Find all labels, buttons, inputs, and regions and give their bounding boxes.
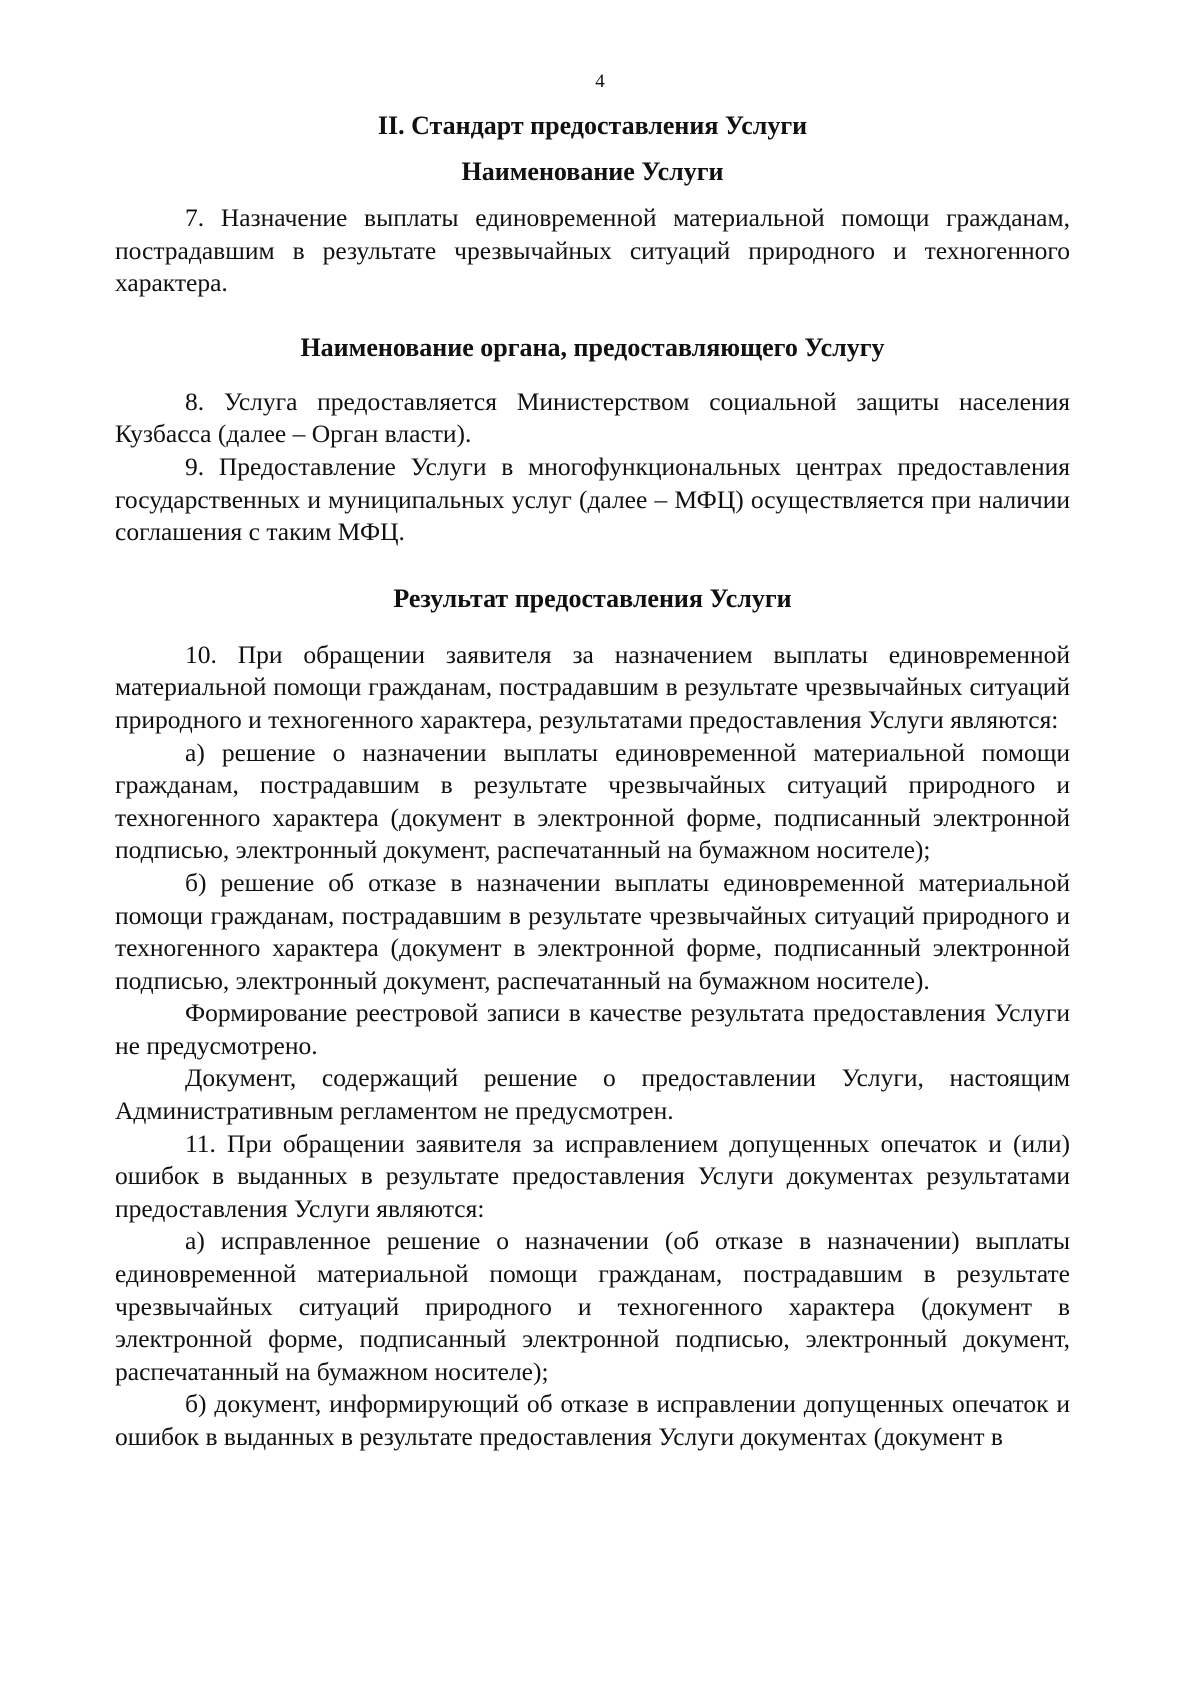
paragraph-10-document: Документ, содержащий решение о предоставлении Услуги, настоящим Административным регламентом не предусмотрен. bbox=[115, 1063, 1070, 1126]
section-title: II. Стандарт предоставления Услуги bbox=[377, 111, 808, 140]
paragraph-11: 11. При обращении заявителя за исправлением допущенных опечаток и (или) ошибок в выданных в результате предоставления Услуги документах результатами предоставления Услуги являются: bbox=[115, 1128, 1070, 1223]
paragraph-9: 9. Предоставление Услуги в многофункциональных центрах предоставления государственных и муниципальных услуг (далее – МФЦ) осуществляется при наличии соглашения с таким МФЦ. bbox=[115, 451, 1070, 547]
page-number: 4 bbox=[595, 71, 605, 92]
heading-authority-name: Наименование органа, предоставляющего Услугу bbox=[300, 332, 885, 362]
paragraph-10-a: а) решение о назначении выплаты единовременной материальной помощи гражданам, пострадавшим в результате чрезвычайных ситуаций природного и техногенного характера (документ в электронной форме, подписанный электронной подписью, электронный документ, распечатанный на бумажном носителе); bbox=[115, 737, 1070, 865]
document-content bbox=[115, 110, 1070, 1454]
paragraph-10: 10. При обращении заявителя за назначением выплаты единовременной материальной помощи гражданам, пострадавшим в результате чрезвычайных ситуаций природного и техногенного характера, результатами предоставления Услуги являются: bbox=[115, 639, 1070, 734]
heading-result: Результат предоставления Услуги bbox=[393, 583, 792, 613]
paragraph-10-b: б) решение об отказе в назначении выплаты единовременной материальной помощи гражданам, пострадавшим в результате чрезвычайных ситуаций природного и техногенного характера (документ в электронной форме, подписанный электронной подписью, электронный документ, распечатанный на бумажном носителе). bbox=[115, 867, 1070, 995]
paragraph-11-b: б) документ, информирующий об отказе в исправлении допущенных опечаток и ошибок в выданных в результате предоставления Услуги документах (документ в bbox=[115, 1389, 1070, 1451]
paragraph-10-registry: Формирование реестровой записи в качестве результата предоставления Услуги не предусмотрено. bbox=[115, 998, 1070, 1060]
paragraph-7: 7. Назначение выплаты единовременной материальной помощи гражданам, пострадавшим в результате чрезвычайных ситуаций природного и техногенного характера. bbox=[115, 203, 1070, 298]
paragraph-11-a: а) исправленное решение о назначении (об отказе в назначении) выплаты единовременной материальной помощи гражданам, пострадавшим в результате чрезвычайных ситуаций природного и техногенного характера (документ в электронной форме, подписанный электронной подписью, электронный документ, распечатанный на бумажном носителе); bbox=[115, 1226, 1070, 1386]
paragraph-8: 8. Услуга предоставляется Министерством социальной защиты населения Кузбасса (далее – Орган власти). bbox=[115, 386, 1070, 449]
heading-service-name: Наименование Услуги bbox=[461, 157, 724, 186]
